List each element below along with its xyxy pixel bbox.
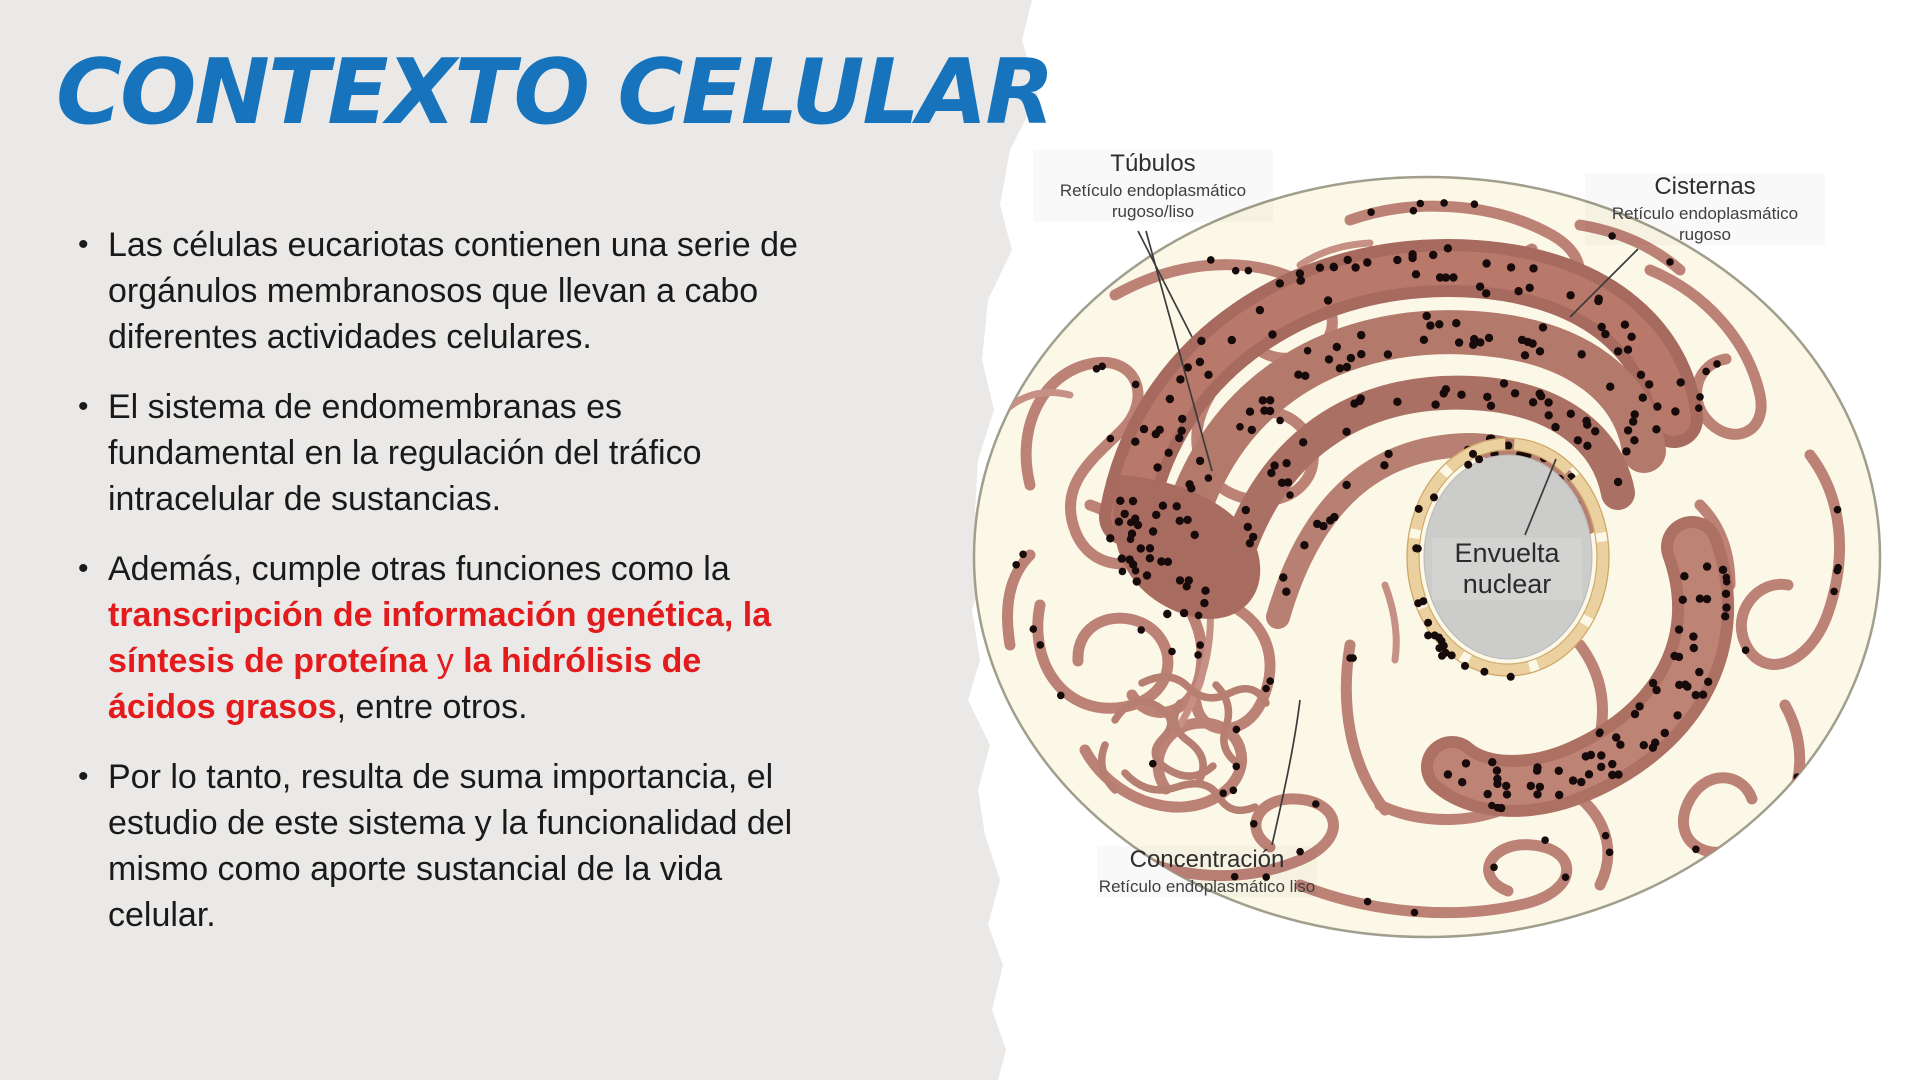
label-tubulos-title: Túbulos: [1110, 150, 1196, 177]
bullet-marker: •: [78, 760, 89, 793]
rough-er-crescent-bottom: [1738, 873, 1882, 923]
bullet-segment: , entre otros.: [336, 688, 528, 726]
bullet-text: [108, 550, 771, 726]
label-tubulos: [1033, 150, 1273, 222]
slide-title: CONTEXTO CELULAR: [56, 40, 1053, 145]
bullet-item: [78, 754, 808, 938]
bullet-item: [78, 546, 808, 730]
bullet-text: [108, 758, 792, 934]
bullet-marker: •: [78, 552, 89, 585]
label-envuelta-nuclear: [1432, 538, 1582, 600]
bullet-segment: transcripción de información genética, la síntesis de proteína: [108, 596, 772, 680]
bullet-marker: •: [78, 390, 89, 423]
bullet-segment: Además, cumple otras funciones como la: [108, 550, 730, 588]
label-envuelta-title: Envuelta nuclear: [1454, 538, 1560, 599]
bullet-list: [78, 222, 808, 962]
bullet-item: [78, 222, 808, 360]
bullet-text: [108, 226, 798, 356]
label-cisternas-title: Cisternas: [1654, 173, 1756, 200]
label-tubulos-subtitle: Retículo endoplasmático rugoso/liso: [1059, 181, 1247, 221]
bullet-segment: la hidrólisis de ácidos grasos: [108, 642, 702, 726]
bullet-segment: y: [427, 642, 464, 680]
bullet-segment: Por lo tanto, resulta de suma importancia, el estudio de este sistema y la funcionalidad del mismo como aporte sustancial de la vida celular.: [108, 758, 793, 934]
label-concentracion-title: Concentración: [1129, 846, 1285, 873]
label-concentracion: [1097, 846, 1317, 897]
bullet-item: [78, 384, 808, 522]
label-concentracion-subtitle: Retículo endoplasmático liso: [1098, 877, 1316, 896]
bullet-segment: El sistema de endomembranas es fundamental en la regulación del tráfico intracelular de sustancias.: [108, 388, 702, 518]
bullet-text: [108, 388, 702, 518]
label-cisternas: [1585, 173, 1825, 245]
bullet-segment: Las células eucariotas contienen una serie de orgánulos membranosos que llevan a cabo diferentes actividades celulares.: [108, 226, 798, 356]
bullet-marker: •: [78, 228, 89, 261]
label-cisternas-subtitle: Retículo endoplasmático rugoso: [1611, 204, 1799, 244]
